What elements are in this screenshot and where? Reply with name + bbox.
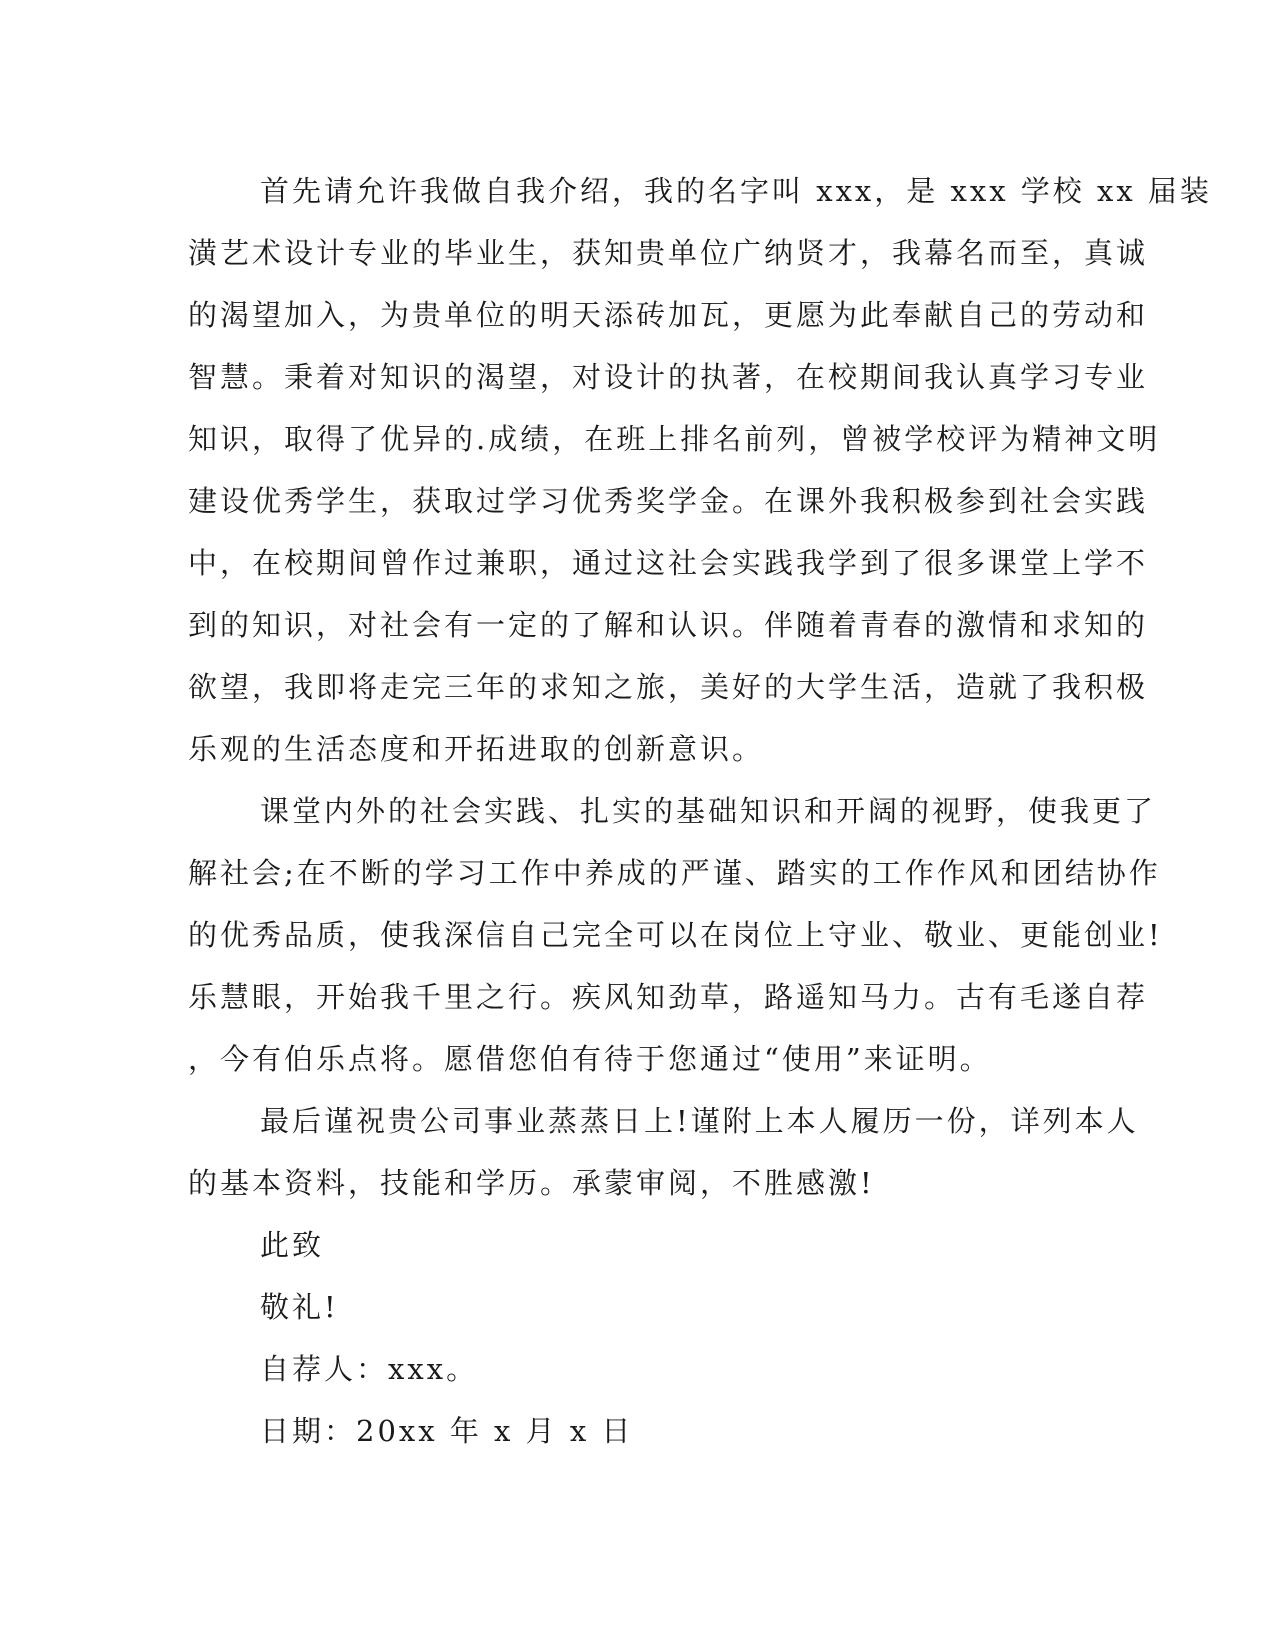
paragraph-line: 课堂内外的社会实践、扎实的基础知识和开阔的视野，使我更了 <box>260 794 1157 828</box>
paragraph-line: 的优秀品质，使我深信自己完全可以在岗位上守业、敬业、更能创业! <box>188 918 1163 952</box>
paragraph-line: ，今有伯乐点将。愿借您伯有待于您通过“使用”来证明。 <box>188 1042 992 1076</box>
paragraph-line: 欲望，我即将走完三年的求知之旅，美好的大学生活，造就了我积极 <box>188 670 1149 704</box>
paragraph-line: 知识，取得了优异的.成绩，在班上排名前列，曾被学校评为精神文明 <box>188 422 1161 456</box>
regards: 敬礼! <box>260 1290 339 1324</box>
letter-date: 日期：20xx 年 x 月 x 日 <box>260 1414 634 1448</box>
paragraph-line: 建设优秀学生，获取过学习优秀奖学金。在课外我积极参到社会实践 <box>188 484 1149 518</box>
paragraph-closing-wishes <box>188 1090 1139 1214</box>
paragraph-line: 的渴望加入，为贵单位的明天添砖加瓦，更愿为此奉献自己的劳动和 <box>188 298 1149 332</box>
paragraph-line: 首先请允许我做自我介绍，我的名字叫 xxx，是 xxx 学校 xx 届装 <box>260 174 1212 208</box>
paragraph-intro <box>188 160 1212 780</box>
paragraph-qualities <box>188 780 1163 1090</box>
salutation: 此致 <box>260 1228 325 1262</box>
paragraph-line: 最后谨祝贵公司事业蒸蒸日上!谨附上本人履历一份，详列本人 <box>260 1104 1139 1138</box>
paragraph-line: 的基本资料，技能和学历。承蒙审阅，不胜感激! <box>188 1166 875 1200</box>
paragraph-line: 乐慧眼，开始我千里之行。疾风知劲草，路遥知马力。古有毛遂自荐 <box>188 980 1149 1014</box>
paragraph-line: 中，在校期间曾作过兼职，通过这社会实践我学到了很多课堂上学不 <box>188 546 1149 580</box>
paragraph-line: 潢艺术设计专业的毕业生，获知贵单位广纳贤才，我幕名而至，真诚 <box>188 236 1149 270</box>
paragraph-line: 智慧。秉着对知识的渴望，对设计的执著，在校期间我认真学习专业 <box>188 360 1149 394</box>
letter-closing <box>188 1214 1088 1462</box>
letter-body <box>188 160 1212 1462</box>
signer-name: 自荐人：xxx。 <box>260 1352 479 1386</box>
paragraph-line: 解社会;在不断的学习工作中养成的严谨、踏实的工作作风和团结协作 <box>188 856 1161 890</box>
paragraph-line: 到的知识，对社会有一定的了解和认识。伴随着青春的激情和求知的 <box>188 608 1149 642</box>
paragraph-line: 乐观的生活态度和开拓进取的创新意识。 <box>188 732 765 766</box>
